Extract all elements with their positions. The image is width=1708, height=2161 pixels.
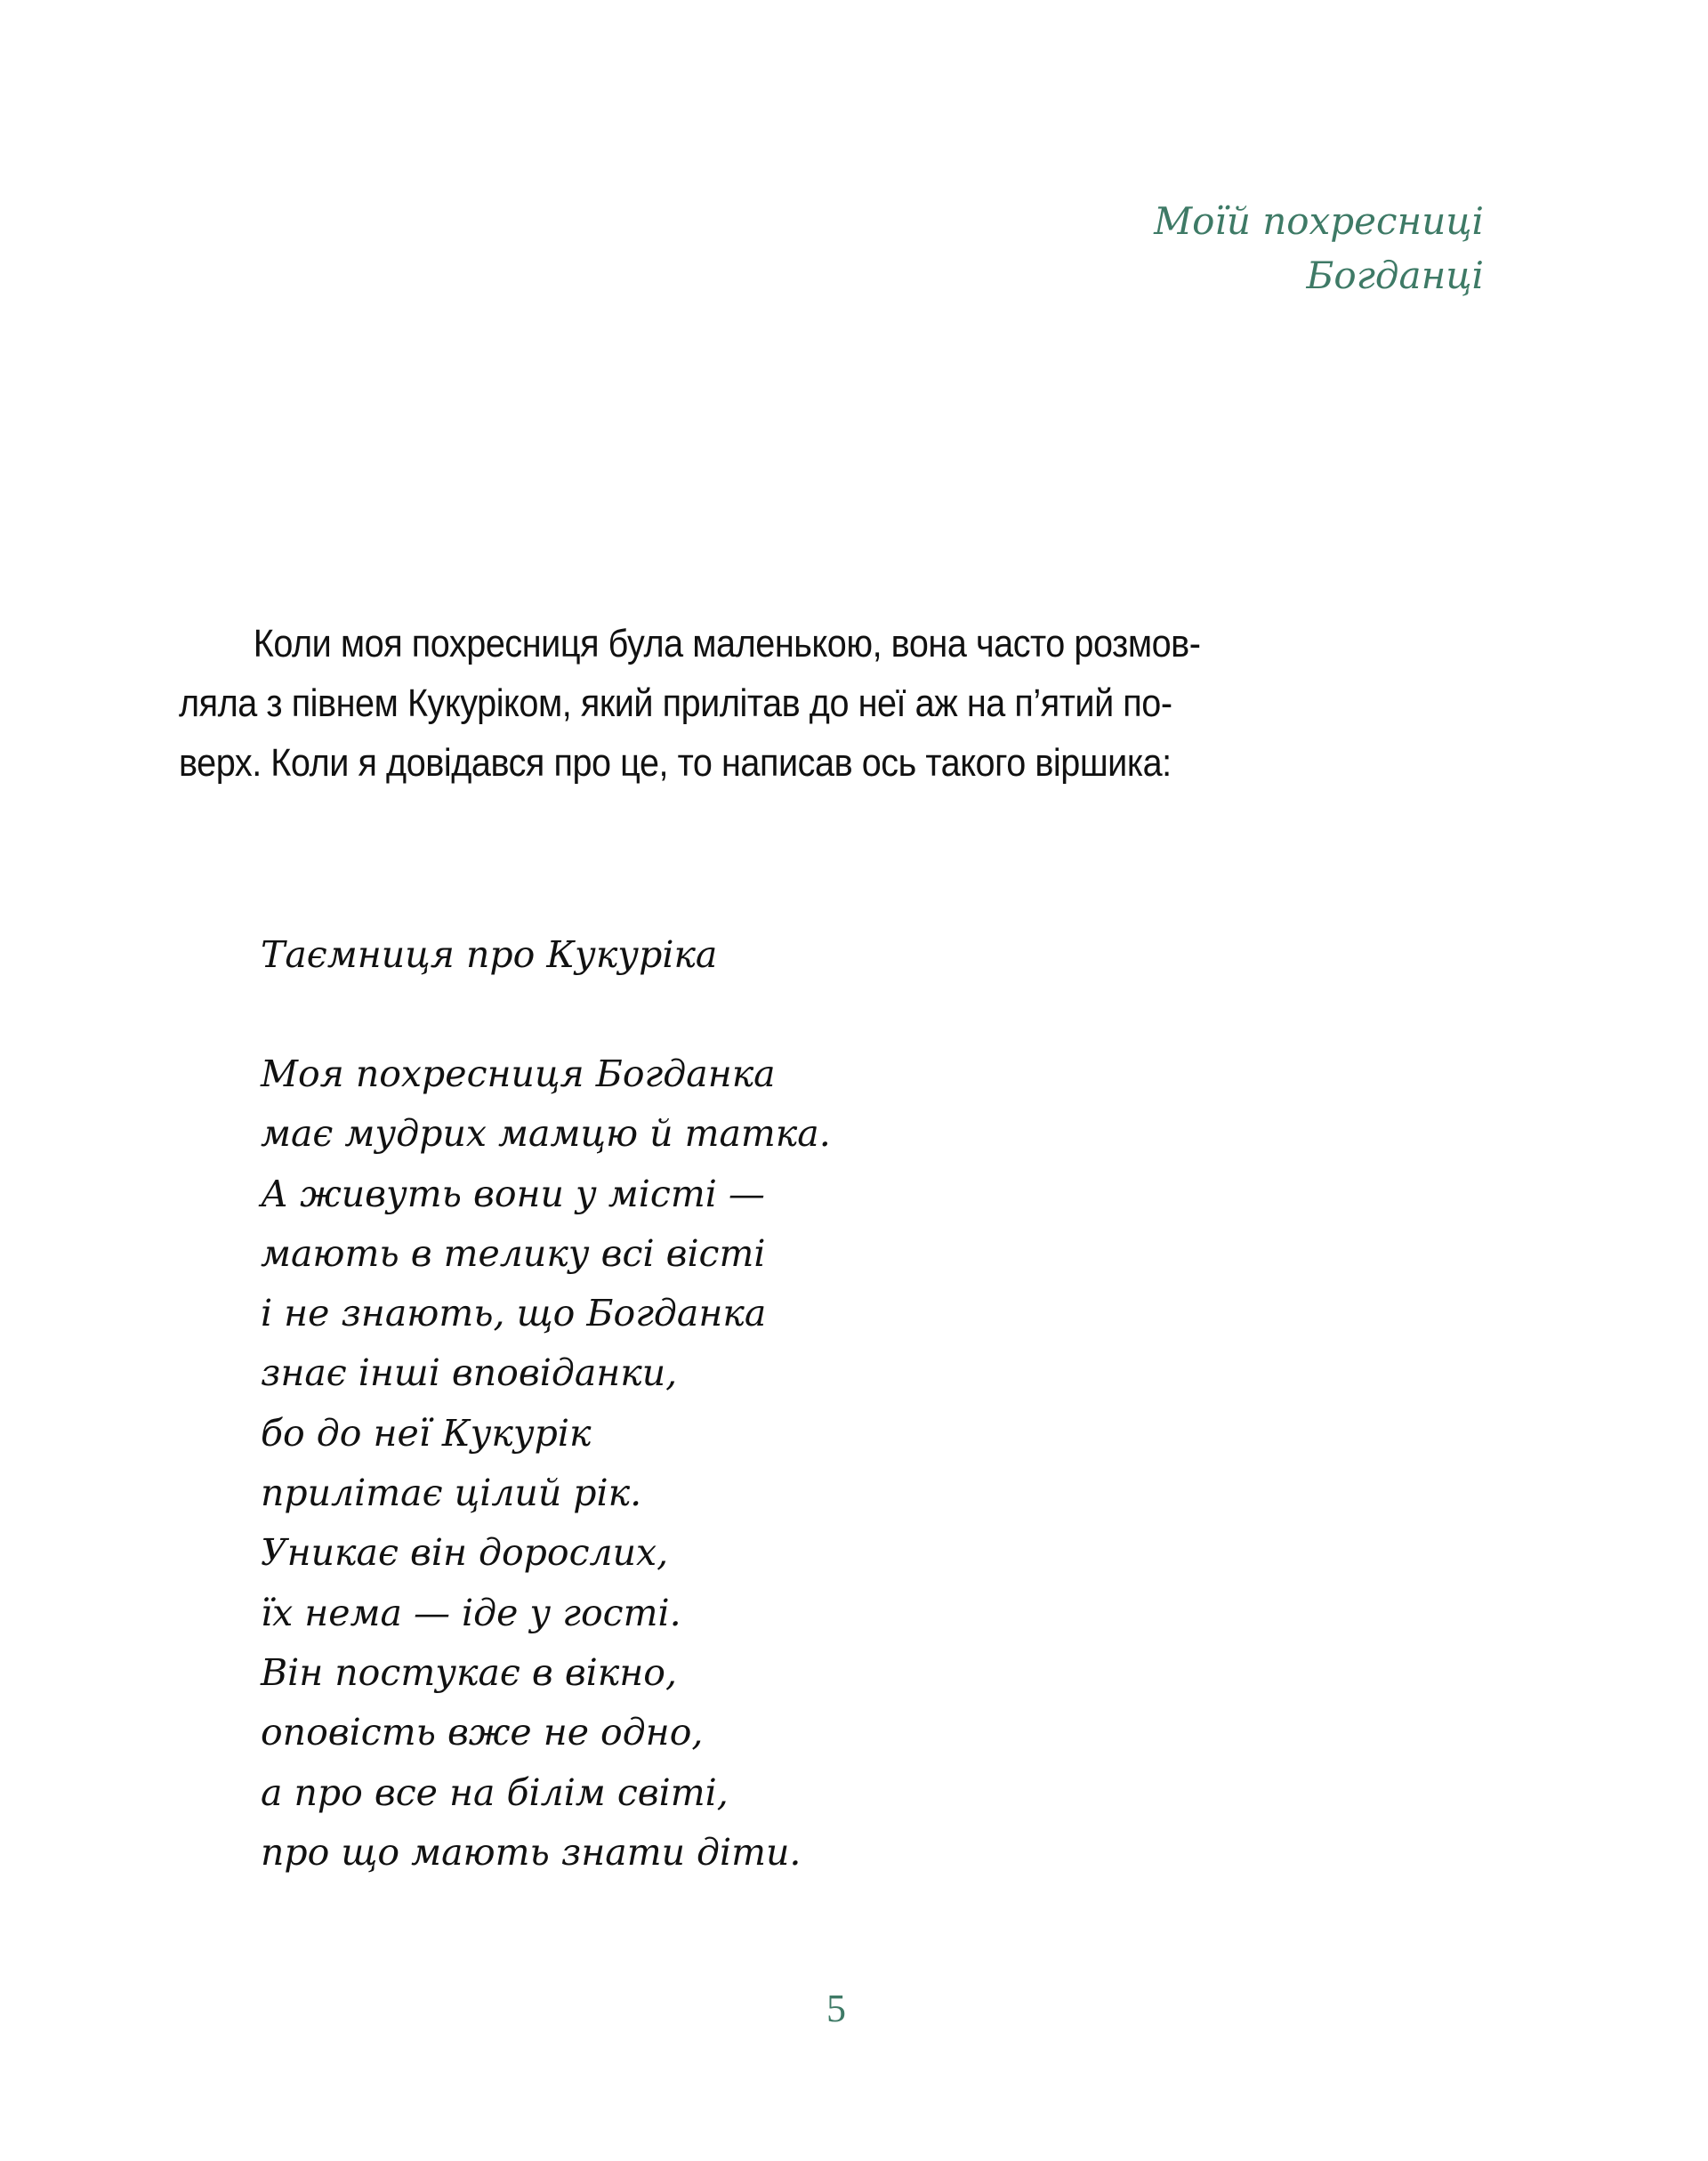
- poem-verse: бо до неї Кукурік: [261, 1411, 592, 1455]
- dedication-line: Моїй похресниці: [1154, 199, 1484, 243]
- page-number: 5: [826, 1987, 846, 2030]
- poem-verse: А живуть вони у місті —: [261, 1172, 765, 1215]
- poem-verse: про що мають знати діти.: [261, 1830, 802, 1874]
- poem-verse: оповість вже не одно,: [261, 1711, 704, 1754]
- poem-verse: їх нема — іде у гості.: [261, 1591, 681, 1634]
- intro-line: Коли моя похресниця була маленькою, вона часто розмов-: [253, 622, 1201, 665]
- poem-title: Таємниця про Кукуріка: [261, 933, 718, 976]
- poem-verse: знає інші вповіданки,: [261, 1351, 678, 1395]
- poem-verse: і не знають, що Богданка: [261, 1292, 767, 1335]
- dedication: [1154, 194, 1484, 302]
- poem-verse: Він постукає в вікно,: [261, 1650, 677, 1694]
- intro-line: верх. Коли я довідався про це, то написав ось такого віршика:: [179, 741, 1172, 785]
- poem-verse: прилітає цілий рік.: [261, 1472, 642, 1515]
- poem: [261, 925, 831, 1883]
- poem-verse: мають в телику всі вісті: [261, 1231, 766, 1275]
- poem-verse: а про все на білім світі,: [261, 1770, 729, 1814]
- poem-verse: Уникає він дорослих,: [261, 1531, 669, 1575]
- intro-paragraph: [179, 614, 1356, 793]
- poem-verse: має мудрих мамцю й татка.: [261, 1112, 831, 1156]
- dedication-line: Богданці: [1306, 254, 1484, 297]
- poem-verse: Моя похресниця Богданка: [261, 1052, 776, 1095]
- intro-line: ляла з півнем Кукуріком, який прилітав до неї аж на п’ятий по-: [179, 681, 1172, 725]
